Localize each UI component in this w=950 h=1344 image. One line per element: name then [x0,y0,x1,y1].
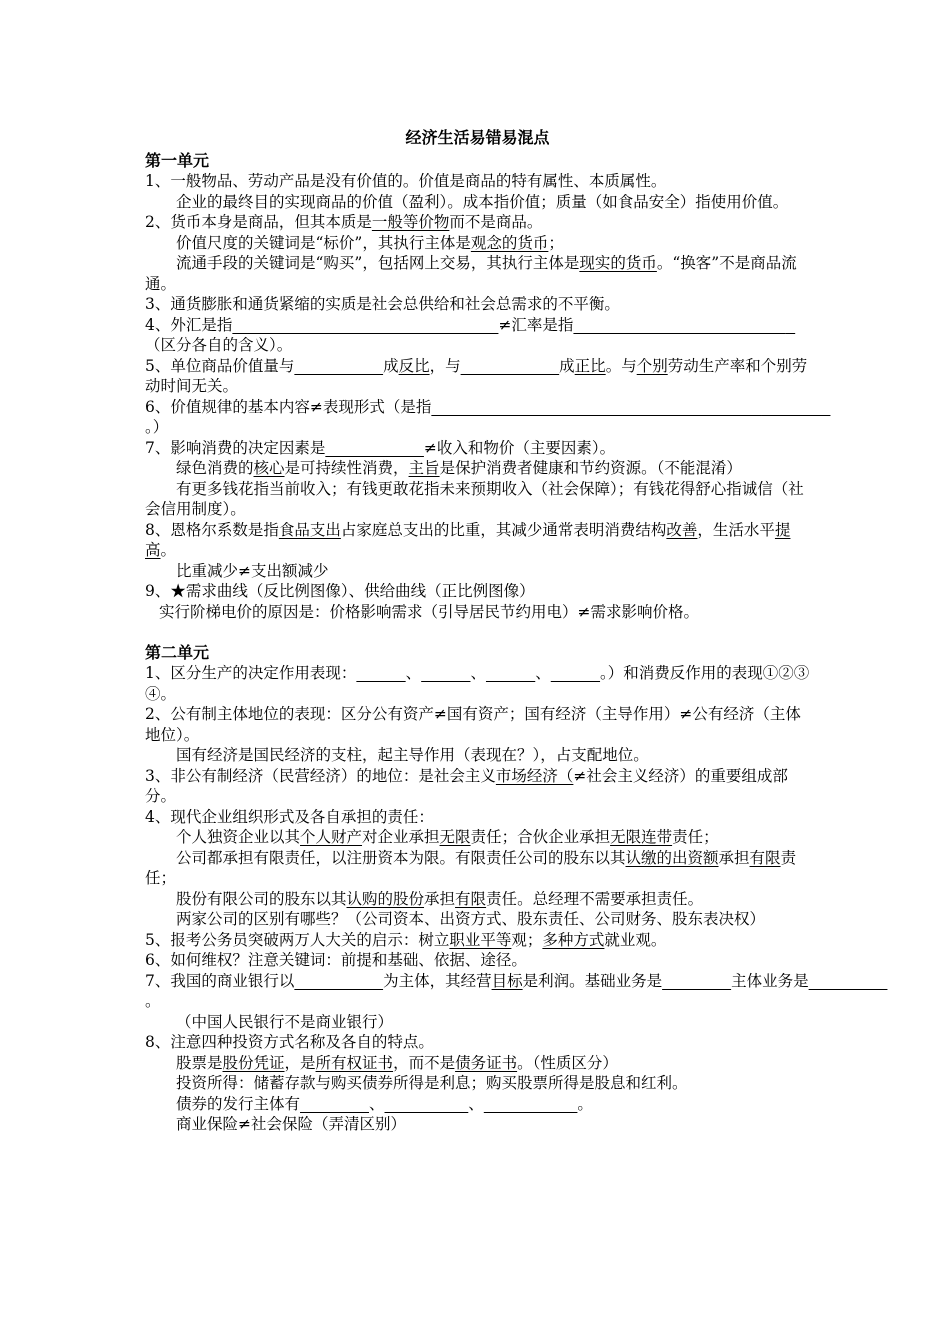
text-run: ≠汇率是指 [498,315,574,334]
text-run: 两家公司的区别有哪些？（公司资本、出资方式、股东责任、公司财务、股东表决权） [176,910,766,928]
unit1-paragraph [145,581,810,602]
underlined-text: 认购的股份 [346,889,425,908]
text-run: 而不是商品。 [449,213,543,231]
underlined-text: 职业平等 [449,930,512,949]
text-run: 6、如何维权？注意关键词：前提和基础、依据、途径。 [145,951,527,969]
text-run: 公司都承担有限责任，以注册资本为限。有限责任公司的股东以其 [176,848,626,867]
text-run: 7、我国的商业银行以 [145,971,295,990]
unit1-paragraph [145,438,810,459]
text-run: 9、★需求曲线（反比例图像）、供给曲线（正比例图像） [145,582,535,600]
text-run: ≠社会主义经济）的重要组成部分。 [145,766,788,805]
unit2-paragraph [145,1114,810,1135]
underlined-text: 改善 [666,520,698,539]
text-run: 债券的发行主体有 [176,1094,301,1113]
text-run: 企业的最终目的实现商品的价值（盈利）。成本指价值；质量（如食品安全）指使用价值。 [176,192,789,211]
text-run: 有更多钱花指当前收入；有钱更敢花指未来预期收入（社会保障）；有钱花得舒心指诚信（社会信用制度）。 [145,479,804,518]
underlined-text: 无限连带 [610,828,673,846]
unit2-paragraph [145,1012,810,1033]
unit1-paragraph [145,212,810,233]
unit1-heading: 第一单元 [145,151,210,170]
unit2-paragraph [145,663,810,704]
text-run: 承担 [718,848,750,867]
underlined-text: 目标 [491,971,523,990]
text-run: ，与 [429,356,461,375]
underlined-text [809,972,888,990]
unit2-paragraph [145,930,810,951]
unit1-paragraph [145,602,810,623]
underlined-text: 主旨 [408,459,440,477]
underlined-text: 个人财产 [300,828,363,846]
underlined-text [461,357,560,375]
underlined-text: 个别 [636,356,668,375]
underlined-text: 一般等价物 [371,213,450,231]
text-run: 4、外汇是指 [145,315,233,334]
text-run: 3、非公有制经济（民营经济）的地位：是社会主义 [145,766,496,785]
text-run: 2、公有制主体地位的表现：区分公有资产≠国有资产；国有经济（主导作用）≠公有经济（主体地位）。 [145,705,801,744]
text-run: 承担 [424,889,456,908]
underlined-text: 所有权证书 [315,1053,394,1072]
text-run: 6、价值规律的基本内容≠表现形式（是指 [145,397,432,416]
text-run: ； [548,233,564,252]
underlined-text [662,972,731,990]
text-run: 责任； [672,828,719,846]
underlined-text [421,664,470,682]
underlined-text: 有限 [455,889,487,908]
unit1-paragraph [145,520,810,561]
unit1-paragraph [145,315,810,356]
underlined-text: 有限 [749,848,781,867]
text-run: 商业保险≠社会保险（弄清区别） [176,1115,406,1133]
underlined-text [785,316,795,334]
text-run: 是利润。基础业务是 [522,971,663,990]
text-run: 就业观。 [604,930,667,949]
text-run: 为主体，其经营 [383,971,492,990]
text-run: 、 [470,664,486,682]
text-run: 2、货币本身是商品，但其本质是 [145,213,372,231]
underlined-text [761,398,830,416]
text-run: 是可持续性消费， [284,459,409,477]
unit1-paragraph [145,171,810,192]
underlined-text [431,398,761,416]
underlined-text [356,664,405,682]
underlined-text: 认缴的出资额 [625,848,719,867]
underlined-text [325,439,424,457]
underlined-text [294,972,383,990]
text-run: ，生活水平 [697,520,775,539]
underlined-text: 反比 [398,356,430,375]
unit2-paragraph [145,950,810,971]
underlined-text: 食品支出 [278,520,341,539]
text-run: ，是 [284,1053,316,1072]
text-run: 、 [369,1094,385,1113]
unit2-paragraph [145,971,810,1012]
text-run: 占家庭总支出的比重，其减少通常表明消费结构 [340,520,667,539]
text-run: 国有经济是国民经济的支柱，起主导作用（表现在？），占支配地位。 [176,746,649,764]
text-run: 责任；合伙企业承担 [470,828,611,846]
text-run: 比重减少≠支出额减少 [176,561,329,580]
text-run: 8、恩格尔系数是指 [145,520,279,539]
unit2-paragraph [145,1053,810,1074]
text-run: 。 [145,992,161,1010]
underlined-text: 无限 [439,828,471,846]
text-run: 股份有限公司的股东以其 [176,889,347,908]
unit2-paragraph [145,909,810,930]
text-run: 4、现代企业组织形式及各自承担的责任： [145,807,434,826]
text-run: 、 [535,664,551,682]
unit2-paragraph [145,1032,810,1053]
text-run: 成 [559,356,575,375]
underlined-text [385,1095,469,1113]
text-run: 3、通货膨胀和通货紧缩的实质是社会总供给和社会总需求的不平衡。 [145,295,620,313]
text-run: 责任； [145,848,797,887]
underlined-text [294,357,383,375]
text-run: 个人独资企业以其 [176,828,301,846]
text-run: 。 [577,1094,593,1113]
underlined-text: 核心 [253,459,285,477]
text-run: 股票是 [176,1053,223,1072]
text-run: 。与 [605,356,637,375]
text-run: 1、一般物品、劳动产品是没有价值的。价值是商品的特有属性、本质属性。 [145,172,667,190]
text-run: ≠收入和物价（主要因素）。 [423,438,616,457]
text-run: 、 [405,664,422,682]
text-run: 投资所得：储蓄存款与购买债券所得是利息；购买股票所得是股息和红利。 [176,1074,688,1092]
underlined-text [300,1095,369,1113]
text-run: 价值尺度的关键词是“标价”，其执行主体是 [176,233,471,252]
text-run: 绿色消费的 [176,459,254,477]
text-run: 对企业承担 [362,828,440,846]
text-run: 。） [145,418,169,436]
section-gap [145,622,810,642]
text-run: 5、单位商品价值量与 [145,356,295,375]
text-run: 。“换客”不是商品流通。 [145,254,797,293]
text-run: （中国人民银行不是商业银行） [176,1012,394,1031]
underlined-text: 现实的货币 [579,254,657,272]
unit1-paragraph [145,253,810,294]
unit1-paragraph [145,192,810,213]
unit1-paragraph [145,233,810,254]
underlined-text: 正比 [574,356,606,375]
unit2-content [145,663,810,1135]
text-run: 8、注意四种投资方式名称及各自的特点。 [145,1033,434,1051]
text-run: 主体业务是 [731,971,809,990]
unit2-paragraph [145,704,810,745]
underlined-text: 多种方式 [542,930,605,949]
unit1-paragraph [145,294,810,315]
document-title: 经济生活易错易混点 [405,128,550,147]
text-run: 。）和消费反作用的表现①②③④。 [145,664,810,703]
text-run: 是保护消费者健康和节约资源。（不能混淆） [439,459,742,477]
document-body [145,128,810,1135]
text-run: 7、影响消费的决定因素是 [145,438,326,457]
text-run: 劳动生产率和个别劳动时间无关。 [145,356,808,395]
unit2-paragraph [145,745,810,766]
underlined-text: 观念的货币 [470,233,549,252]
underlined-text: 股份凭证 [222,1053,285,1072]
unit2-paragraph [145,1073,810,1094]
unit2-paragraph [145,848,810,889]
text-run: 、 [468,1094,484,1113]
underlined-text [573,316,785,334]
text-run: 实行阶梯电价的原因是：价格影响需求（引导居民节约用电）≠需求影响价格。 [159,602,699,621]
unit1-paragraph [145,458,810,479]
unit2-paragraph [145,807,810,828]
underlined-text [551,664,600,682]
unit2-paragraph [145,1094,810,1115]
text-run: 1、区分生产的决定作用表现： [145,664,357,682]
underlined-text: 债务证书 [455,1053,518,1072]
underlined-text [486,664,535,682]
text-run: 5、报考公务员突破两万人大关的启示：树立 [145,930,450,949]
unit1-paragraph [145,397,810,438]
text-run: 流通手段的关键词是“购买”，包括网上交易，其执行主体是 [176,254,580,272]
text-run: ，而不是 [393,1053,456,1072]
text-run: （区分各自的含义）。 [145,336,293,354]
unit1-paragraph [145,479,810,520]
underlined-text: 提高 [145,520,791,559]
text-run: 。（性质区分） [517,1053,618,1072]
underlined-text [232,316,498,334]
unit2-paragraph [145,827,810,848]
underlined-text [484,1095,578,1113]
text-run: 责任。总经理不需要承担责任。 [486,889,704,908]
unit2-heading: 第二单元 [145,643,210,662]
unit1-content [145,171,810,622]
unit1-paragraph [145,356,810,397]
underlined-text: 市场经济（ [495,766,574,785]
text-run: 成 [383,356,399,375]
unit2-paragraph [145,889,810,910]
unit1-paragraph [145,561,810,582]
text-run: 观； [511,930,543,949]
unit2-paragraph [145,766,810,807]
text-run: 。 [160,541,177,559]
